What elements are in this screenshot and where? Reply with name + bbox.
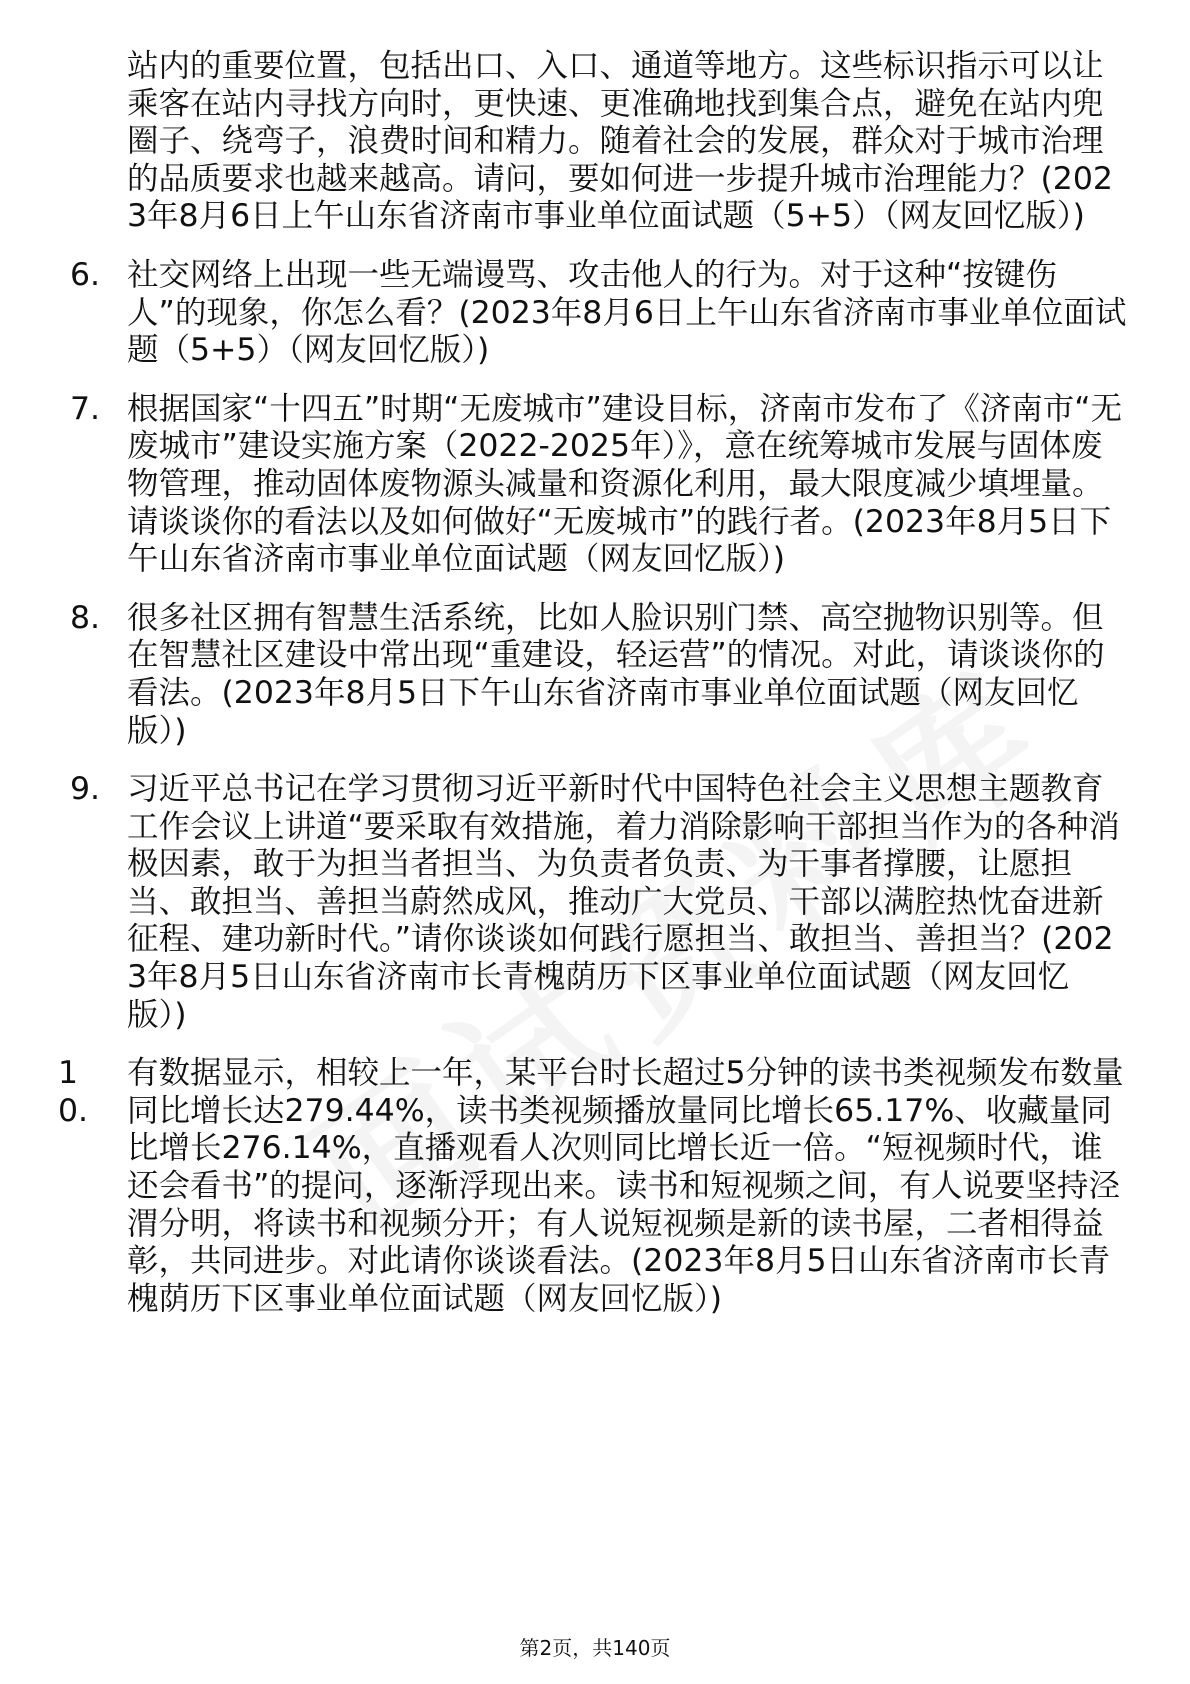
question-9: [0, 771, 1127, 1034]
question-list: [0, 48, 1190, 1339]
question-text: 社交网络上出现一些无端谩骂、攻击他人的行为。对于这种“按键伤人”的现象，你怎么看？(2023年8月6日上午山东省济南市事业单位面试题（5+5）（网友回忆版）): [127, 256, 1127, 369]
question-number: 6.: [70, 256, 101, 293]
question-6: [0, 257, 1127, 370]
question-7: [0, 391, 1127, 579]
question-text: 根据国家“十四五”时期“无废城市”建设目标，济南市发布了《济南市“无废城市”建设实施方案（2022-2025年）》，意在统筹城市发展与固体废物管理，推动固体废物源头减量和资源化利用，最大限度减少填埋量。请谈谈你的看法以及如何做好“无废城市”的践行者。(2023年8月5日下午山东省济南市事业单位面试题（网友回忆版）): [127, 390, 1123, 578]
question-text: 很多社区拥有智慧生活系统，比如人脸识别门禁、高空抛物识别等。但在智慧社区建设中常出现“重建设，轻运营”的情况。对此，请谈谈你的看法。(2023年8月5日下午山东省济南市事业单位面试题（网友回忆版）): [127, 599, 1105, 749]
question-10: [0, 1055, 1127, 1318]
question-8: [0, 600, 1127, 750]
question-continued: [0, 48, 1127, 236]
question-text: 习近平总书记在学习贯彻习近平新时代中国特色社会主义思想主题教育工作会议上讲道“要采取有效措施，着力消除影响干部担当作为的各种消极因素，敢于为担当者担当、为负责者负责、为干事者撑腰，让愿担当、敢担当、善担当蔚然成风，推动广大党员、干部以满腔热忱奋进新征程、建功新时代。”请你谈谈如何践行愿担当、敢担当、善担当？(2023年8月5日山东省济南市长青槐荫历下区事业单位面试题（网友回忆版）): [127, 771, 1120, 1033]
question-text: 站内的重要位置，包括出口、入口、通道等地方。这些标识指示可以让乘客在站内寻找方向时，更快速、更准确地找到集合点，避免在站内兜圈子、绕弯子，浪费时间和精力。随着社会的发展，群众对于城市治理的品质要求也越来越高。请问，要如何进一步提升城市治理能力？(2023年8月6日上午山东省济南市事业单位面试题（5+5）（网友回忆版）): [127, 48, 1113, 235]
question-number: 8.: [70, 599, 101, 636]
question-number: 10.: [58, 1055, 89, 1129]
question-number: 9.: [70, 771, 101, 808]
page-number: 第2页，共140页: [519, 1636, 671, 1660]
question-number: 7.: [70, 390, 101, 427]
question-text: 有数据显示，相较上一年，某平台时长超过5分钟的读书类视频发布数量同比增长达279.44%，读书类视频播放量同比增长65.17%、收藏量同比增长276.14%，直播观看人次则同比增长近一倍。“短视频时代，谁还会看书”的提问，逐渐浮现出来。读书和短视频之间，有人说要坚持泾渭分明，将读书和视频分开；有人说短视频是新的读书屋，二者相得益彰，共同进步。对此请你谈谈看法。(2023年8月5日山东省济南市长青槐荫历下区事业单位面试题（网友回忆版）): [127, 1055, 1124, 1317]
